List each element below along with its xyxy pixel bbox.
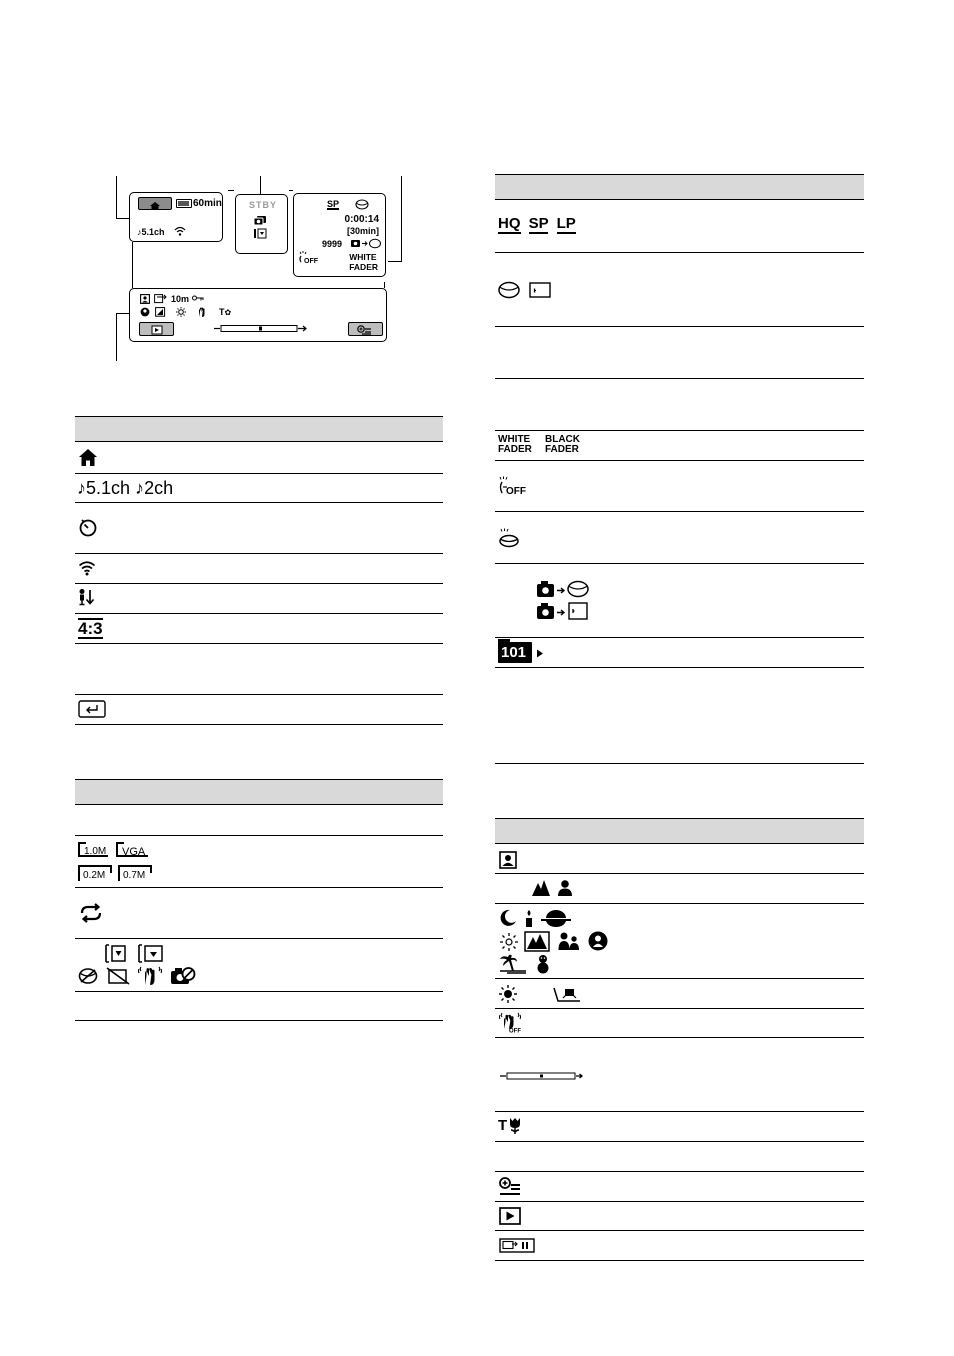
- row-divider: [75, 1020, 443, 1021]
- row-divider: [75, 887, 443, 888]
- callout-line: [401, 176, 402, 262]
- photo-to-hdd-icon: [536, 580, 590, 598]
- audio-mode-text: 5.1ch: [141, 227, 165, 237]
- image-size-wide-frame: [78, 865, 112, 881]
- folder-number-badge: [498, 642, 532, 663]
- row-divider: [75, 502, 443, 503]
- callout-tick: [228, 190, 234, 191]
- home-icon: [78, 448, 98, 467]
- portrait-icon: [556, 879, 574, 897]
- option-icon: [499, 1177, 521, 1196]
- photo-protect-icon: [170, 966, 196, 986]
- slideshow-repeat-icon: [78, 903, 104, 923]
- audio-mode-row: ♪5.1ch ♪2ch: [77, 478, 174, 498]
- dual-rec-icon: [154, 294, 168, 304]
- return-icon: [78, 700, 106, 718]
- one-push-white-balance-icon: [553, 986, 581, 1003]
- fireworks-icon: [499, 932, 519, 952]
- photo-count: 9999: [322, 239, 343, 249]
- flash-off-icon: [298, 250, 318, 264]
- play-icon: [140, 324, 173, 336]
- row-divider: [495, 511, 864, 512]
- size-1m-label: 1.0M: [84, 846, 107, 857]
- home-icon: [139, 200, 171, 211]
- row-divider: [495, 1008, 864, 1009]
- memory-card-icon: [529, 282, 551, 298]
- row-divider: [495, 1037, 864, 1038]
- fader-indicator: [349, 252, 378, 272]
- quality-lp-label: LP: [556, 215, 576, 232]
- microphone-level-icon: [78, 588, 96, 606]
- snow-icon: [535, 954, 551, 974]
- audio-51-text: 5.1ch: [86, 478, 131, 498]
- row-divider: [495, 430, 864, 431]
- hdd-icon: [355, 199, 369, 210]
- table-header: [495, 174, 864, 200]
- flash-red-eye-icon: [498, 528, 520, 548]
- hdd-error-icon: [78, 967, 98, 985]
- portrait-circle-icon: [588, 931, 608, 951]
- image-size-wide-frame: [118, 865, 152, 881]
- tele-macro-indicator: [498, 1117, 507, 1134]
- recording-status: STBY: [249, 200, 278, 210]
- steadyshot-off-icon: [196, 306, 208, 318]
- image-size-frame: [78, 842, 108, 857]
- fader-line-2: FADER: [349, 262, 378, 272]
- row-divider: [495, 460, 864, 461]
- sunrise-sunset-icon: [540, 909, 572, 928]
- fader-white: [498, 435, 532, 455]
- recording-medium-card-icon: [138, 944, 164, 963]
- screen-lower: [129, 288, 387, 342]
- key-icon: [192, 295, 204, 301]
- callout-line: [388, 261, 402, 262]
- battery-icon: [176, 199, 192, 208]
- size-vga-label: VGA: [122, 846, 146, 858]
- table-header: [75, 416, 443, 442]
- row-divider: [75, 473, 443, 474]
- row-divider: [75, 643, 443, 644]
- photo-to-hdd-icon: [350, 238, 382, 249]
- flash-off-text: OFF: [506, 486, 526, 496]
- row-divider: [495, 1260, 864, 1261]
- row-divider: [495, 667, 864, 668]
- aspect-ratio-indicator: 4:3: [78, 619, 103, 638]
- quality-hq-label: HQ: [498, 215, 521, 232]
- callout-line: [116, 313, 130, 314]
- remaining-recording-time: [30min]: [346, 226, 379, 236]
- wireless-icon: [78, 560, 96, 576]
- steady-off-text: OFF: [509, 1028, 521, 1033]
- tulip-icon: [508, 1117, 522, 1135]
- row-divider: [495, 1171, 864, 1172]
- fader-black-line1: BLACK: [545, 434, 580, 445]
- row-divider: [75, 613, 443, 614]
- row-divider: [495, 763, 864, 764]
- row-divider: [75, 991, 443, 992]
- table-header: [495, 818, 864, 844]
- view-images-button[interactable]: [139, 322, 174, 336]
- callout-line: [260, 176, 261, 196]
- row-divider: [495, 1230, 864, 1231]
- row-divider: [495, 378, 864, 379]
- row-divider: [75, 553, 443, 554]
- beach-people-icon: [558, 931, 580, 951]
- row-divider: [495, 978, 864, 979]
- row-divider: [495, 1141, 864, 1142]
- screen-upper-right: [293, 193, 386, 277]
- row-divider: [75, 938, 443, 939]
- callout-tick: [384, 282, 385, 288]
- row-divider: [495, 873, 864, 874]
- image-size-frame: [116, 842, 148, 857]
- fader-black: [545, 435, 580, 455]
- counter: 0:00:14: [344, 214, 379, 225]
- view-images-icon: [499, 1207, 521, 1225]
- callout-line: [116, 313, 117, 361]
- steadyshot-off-icon: [499, 1012, 521, 1033]
- callout-line: [132, 242, 133, 288]
- screen-upper-left: [129, 192, 223, 242]
- row-divider: [495, 903, 864, 904]
- row-divider: [495, 637, 864, 638]
- home-button[interactable]: [138, 197, 172, 210]
- screen-upper-middle: [235, 194, 288, 254]
- image-size-icons: [78, 842, 188, 884]
- remaining-battery-time: 60min: [193, 198, 222, 209]
- self-timer-label: 10m: [171, 294, 190, 304]
- quality-indicator: SP: [327, 199, 340, 209]
- row-divider: [75, 694, 443, 695]
- tele-macro-indicator: [219, 307, 231, 317]
- row-divider: [495, 563, 864, 564]
- audio-mode-indicator: ♪5.1ch: [137, 227, 165, 237]
- size-02m-label: 0.2M: [83, 870, 106, 881]
- landscape-framed-icon: [524, 931, 550, 952]
- tele-macro-text: T: [219, 307, 225, 317]
- quality-sp-label: SP: [528, 215, 549, 232]
- row-divider: [75, 583, 443, 584]
- option-button[interactable]: [348, 322, 383, 336]
- fader-white-line1: WHITE: [498, 434, 531, 445]
- row-divider: [495, 252, 864, 253]
- face-index-icon: [499, 851, 517, 869]
- scene-icon: [140, 307, 150, 317]
- candle-icon: [523, 909, 535, 928]
- svg-text:OFF: OFF: [304, 258, 318, 264]
- beach-icon: [499, 954, 527, 974]
- row-divider: [495, 1201, 864, 1202]
- continuous-photo-icon: [253, 215, 267, 226]
- white-balance-icon: [176, 307, 186, 317]
- recording-medium-hdd-icon: [105, 944, 127, 963]
- folder-number-text: 101: [501, 644, 527, 661]
- self-timer-icon: [78, 517, 98, 537]
- flash-off-icon: [498, 476, 530, 496]
- manual-setting-dial: [500, 1071, 584, 1081]
- tulip-icon: ✿: [224, 308, 232, 317]
- white-balance-sun-icon: [498, 984, 518, 1004]
- backlight-icon: [155, 307, 166, 317]
- audio-2ch-text: 2ch: [144, 478, 174, 498]
- camera-shake-warning-icon: [138, 965, 162, 986]
- row-divider: [75, 835, 443, 836]
- recording-medium-icon: [253, 228, 267, 239]
- landscape-icon: [531, 879, 551, 897]
- size-07m-label: 0.7M: [123, 870, 146, 881]
- photo-to-card-icon: [536, 602, 590, 620]
- wireless-icon: [174, 226, 186, 236]
- slideshow-icon: [499, 1238, 535, 1253]
- face-index-icon: [140, 294, 150, 304]
- play-arrow-icon: [536, 649, 544, 658]
- callout-line: [116, 218, 130, 219]
- option-icon: [349, 324, 382, 336]
- hdd-icon: [498, 281, 520, 299]
- row-divider: [75, 724, 443, 725]
- manual-setting-dial[interactable]: [214, 324, 308, 333]
- card-error-icon: [106, 967, 130, 985]
- twilight-icon: [499, 909, 517, 927]
- callout-line: [116, 176, 117, 219]
- quality-modes: [498, 215, 576, 232]
- row-divider: [495, 1111, 864, 1112]
- tele-macro-text: T: [498, 1117, 508, 1134]
- fader-white-line2: FADER: [498, 444, 532, 455]
- callout-tick: [289, 190, 293, 191]
- row-divider: [495, 326, 864, 327]
- table-header: [75, 779, 443, 805]
- fader-line-1: WHITE: [349, 252, 377, 262]
- fader-black-line2: FADER: [545, 444, 579, 455]
